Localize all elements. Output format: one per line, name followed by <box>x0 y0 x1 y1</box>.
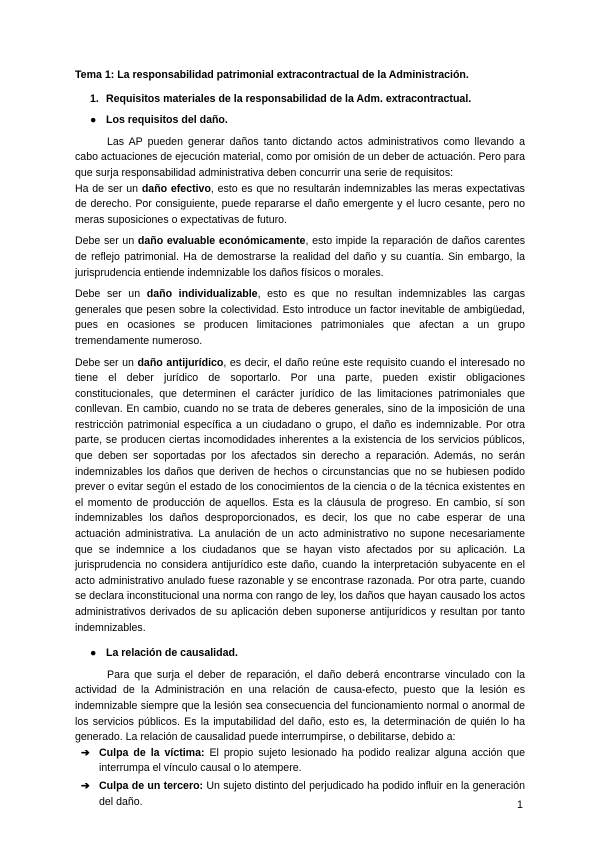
list-item <box>81 746 525 777</box>
subsection-heading-text: La relación de causalidad. <box>106 647 238 660</box>
text-run: Ha de ser un <box>75 182 142 195</box>
bullet-icon: ● <box>90 114 97 127</box>
text-run: , esto impide la reparación de daños carentes de reflejo patrimonial. Ha de demostrarse la realidad del daño y su cuantía. Sin embargo, la jurisprudencia entiende indemnizable los daños físicos o morales. <box>75 235 526 279</box>
bold-term: Culpa de la víctima: <box>99 746 205 759</box>
text-run: , esto es que no resultarán indemnizables las meras expectativas de derecho. Por consiguiente, puede repararse el daño emergente y el lucro cesante, pero no meras suposiciones o expectativas de futuro. <box>75 182 525 226</box>
bold-term: Culpa de un tercero: <box>99 779 204 792</box>
section-heading <box>90 92 525 108</box>
document-title: Tema 1: La responsabilidad patrimonial extracontractual de la Administración. <box>75 69 469 81</box>
page-number: 1 <box>517 799 523 811</box>
text-run: Debe ser un <box>75 356 138 369</box>
subsection-heading-causalidad <box>90 646 525 662</box>
section-heading-text: Requisitos materiales de la responsabilidad de la Adm. extracontractual. <box>106 92 472 105</box>
paragraph-danio-individualizable <box>75 287 525 349</box>
list-item-text <box>99 746 525 777</box>
bold-term: daño individualizable <box>146 288 258 301</box>
text-run: El propio sujeto lesionado ha podido realizar alguna acción que interrumpa el vínculo causal o lo atempere. <box>99 746 525 775</box>
section-number: 1. <box>90 92 99 105</box>
bullet-icon: ● <box>90 647 97 660</box>
list-item <box>81 779 525 810</box>
text-run: Debe ser un <box>75 288 147 301</box>
arrow-icon: ➔ <box>81 779 90 792</box>
paragraph-danio-efectivo <box>75 182 525 229</box>
text-run: Un sujeto distinto del perjudicado ha podido influir en la generación del daño. <box>99 779 525 808</box>
subsection-heading-text: Los requisitos del daño. <box>106 114 228 127</box>
text-run: , esto es que no resultan indemnizables las cargas generales que pesen sobre la colectividad. Esto introduce un factor inevitable de ambigüedad, pues en ocasiones se producen limitaciones patrimoniales que afectan a un grupo tremendamente numeroso. <box>75 288 525 347</box>
intro-paragraph: Las AP pueden generar daños tanto dictando actos administrativos como llevando a cabo actuaciones de ejecución material, como por omisión de un deber de actuación. Pero para que surja responsabilidad administrativa deben concurrir una serie de requisitos: <box>75 135 525 179</box>
paragraph-causalidad: Para que surja el deber de reparación, el daño deberá encontrarse vinculado con la actividad de la Administración en una relación de causa-efecto, puesto que la lesión es indemnizable siempre que la lesión sea consecuencia del funcionamiento normal o anormal de los servicios públicos. Es la imputabilidad del daño, esto es, la determinación de quién lo ha generado. La relación de causalidad puede interrumpirse, o debilitarse, debido a: <box>75 668 525 744</box>
bold-term: daño evaluable económicamente <box>137 235 306 248</box>
subsection-heading-danio <box>90 113 525 129</box>
text-run: , es decir, el daño reúne este requisito cuando el interesado no tiene el deber jurídico de soportarlo. Por una parte, pueden existir obligaciones constitucionales, que determinen el carácter jurídico de las limitaciones patrimoniales que conllevan. En cambio, cuando no se trata de deberes generales, sino de la imposición de una restricción patrimonial específica a un ciudadano o grupo, el daño es indemnizable. Por otra parte, se producen ciertas incomodidades inherentes a la existencia de los servicios públicos, que deben ser soportadas por los afectados sin derecho a reparación. Además, no serán indemnizables los daños que deriven de hechos o circunstancias que no se hubiesen podido prever o evitar según el estado de los conocimientos de la ciencia o de la técnica existentes en el momento de producción de aquellos. Esta es la cláusula de progreso. En cambio, sí son indemnizables los daños desproporcionados, es decir, los que no cabe esperar de una actuación administrativa. La anulación de un acto administrativo no supone necesariamente que se indemnice a los ciudadanos que se hayan visto afectados por su aplicación. La jurisprudencia no considera antijurídico este daño, cuando la interpretación subyacente en el acto administrativo anulado fuese razonable y se encontrase razonada. Por otra parte, cuando se declara inconstitucional una norma con rango de ley, los daños que hayan causado los actos administrativos derivados de su aplicación deben suponerse antijurídicos y resultan por tanto indemnizables. <box>75 356 526 634</box>
bold-term: daño efectivo <box>141 182 211 195</box>
paragraph-danio-antijuridico <box>75 356 525 637</box>
document-body <box>75 68 525 812</box>
paragraph-danio-evaluable <box>75 234 525 281</box>
bold-term: daño antijurídico <box>137 356 224 369</box>
list-item-text <box>99 779 525 810</box>
text-run: Debe ser un <box>75 235 138 248</box>
arrow-icon: ➔ <box>81 746 90 759</box>
